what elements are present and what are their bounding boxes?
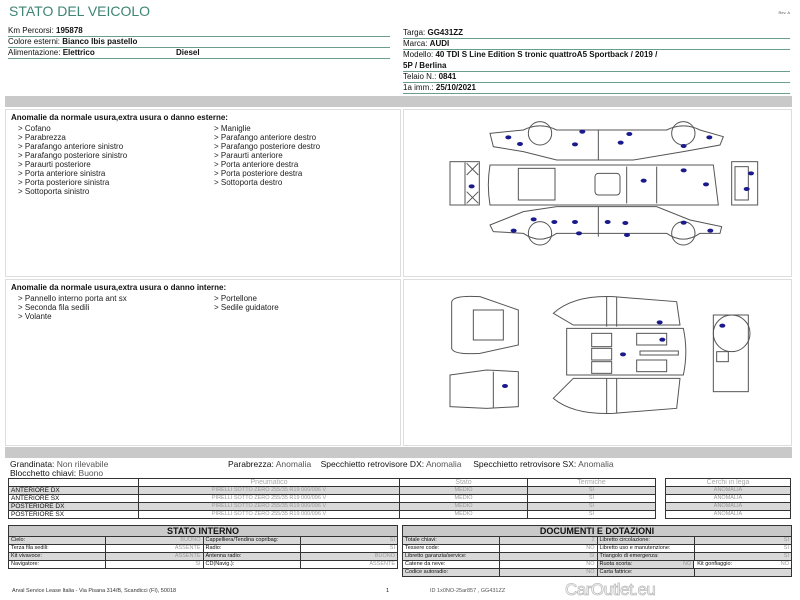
anomaly-item: > Paraurti anteriore (214, 151, 283, 160)
rim-row: ANOMALIA (666, 487, 791, 495)
anomaly-item: > Parafango posteriore destro (214, 142, 321, 151)
rims-header: Cerchi in lega (666, 479, 791, 487)
damage-marker (681, 168, 687, 172)
damage-marker (511, 229, 517, 233)
info-row: Telaio N.: 0841 (403, 72, 790, 83)
anomaly-item: > Portellone (214, 294, 257, 303)
damage-marker (517, 142, 523, 146)
rim-row: ANOMALIA (666, 495, 791, 503)
stato-interno-table (8, 525, 398, 569)
exterior-heading: Anomalie da normale usura,extra usura o danno esterne: (11, 113, 228, 122)
interior-list-col1 (18, 294, 127, 321)
anomaly-item: > Parafango posteriore sinistro (18, 151, 128, 160)
exterior-list-col1 (18, 124, 127, 196)
interior-rear-view (452, 296, 519, 353)
rim-row: ANOMALIA (666, 511, 791, 519)
tire-header: Pneumatico (139, 479, 400, 487)
car-side-left (490, 207, 722, 245)
revision-label: Rev. A (778, 10, 790, 15)
anomaly-item: > Sottoporta destro (214, 178, 283, 187)
anomaly-item: > Sedile guidatore (214, 303, 279, 312)
damage-marker (624, 233, 630, 237)
anomaly-item: > Pannello interno porta ant sx (18, 294, 127, 303)
damage-marker (622, 221, 628, 225)
tires-table (8, 478, 656, 519)
damage-marker (626, 132, 632, 136)
damage-marker (706, 135, 712, 139)
damage-marker (502, 384, 508, 388)
table-row: Terza fila sedili: ASSENTE Radio: SI (9, 545, 398, 553)
anomaly-item: > Paraurti posteriore (18, 160, 91, 169)
damage-marker (618, 141, 624, 145)
tire-row: ANTERIORE DX PIRELLI SOTTO ZERO 255/35 R19 000/096 V MEDIO SI (9, 487, 656, 495)
damage-marker (469, 184, 475, 188)
damage-marker (719, 324, 725, 328)
damage-marker (703, 182, 709, 186)
damage-marker (641, 179, 647, 183)
table-row: Kit vivavoce: ASSENTE Antenna radio: BUONO (9, 553, 398, 561)
damage-marker (579, 130, 585, 134)
anomaly-item: > Maniglie (214, 124, 251, 133)
anomaly-item: > Seconda fila sedili (18, 303, 90, 312)
interior-dashboard-view (713, 315, 750, 392)
rim-row: ANOMALIA (666, 503, 791, 511)
tire-row: ANTERIORE SX PIRELLI SOTTO ZERO 255/35 R19 000/096 V MEDIO SI (9, 495, 656, 503)
info-row: 1a imm.: 25/10/2021 (403, 83, 790, 94)
interior-list-col2 (214, 294, 279, 312)
info-row: Km Percorsi: 195878 (8, 26, 390, 37)
info-row: Modello: 40 TDI S Line Edition S tronic quattroA5 Sportback / 2019 / 5P / Berlina (403, 50, 790, 72)
table-row: Tessere code: NO Libretto uso e manutenzione: SI (403, 545, 792, 553)
damage-marker (657, 320, 663, 324)
damage-marker (572, 142, 578, 146)
interior-trunk-view (450, 370, 518, 408)
anomaly-item: > Sottoporta sinistro (18, 187, 90, 196)
documenti-table (402, 525, 792, 577)
table-row: Catene da neve: NO Ruota scorta: NO Kit gonfiaggio: NO (403, 561, 792, 569)
damage-marker (681, 221, 687, 225)
damage-marker (748, 171, 754, 175)
anomaly-item: > Porta anteriore sinistra (18, 169, 106, 178)
anomaly-item: > Cofano (18, 124, 51, 133)
damage-marker (576, 231, 582, 235)
car-damage-diagram (400, 105, 800, 455)
divider-band-2 (5, 447, 792, 458)
damage-marker (620, 352, 626, 356)
anomaly-item: > Porta posteriore destra (214, 169, 303, 178)
damage-marker (707, 229, 713, 233)
info-row: Colore esterni: Bianco Ibis pastello (8, 37, 390, 48)
damage-marker (681, 144, 687, 148)
car-front (450, 162, 479, 205)
damage-marker (659, 338, 665, 342)
table-row: Navigatore: SI CD(Navig.): ASSENTE (9, 561, 398, 569)
thermal-header: Termiche (528, 479, 656, 487)
page-title: STATO DEL VEICOLO (9, 3, 151, 19)
anomaly-item: > Volante (18, 312, 52, 321)
grandinata-status: Grandinata: Non rilevabile Blocchetto chiavi: Buono (10, 459, 109, 478)
interior-anomalies-panel (5, 279, 401, 446)
damage-marker (531, 217, 537, 221)
car-rear (732, 162, 758, 205)
info-row: Targa: GG431ZZ (403, 28, 790, 39)
table-row: Codice autoradio: NO Carta fattrice: (403, 569, 792, 577)
state-header: Stato (400, 479, 528, 487)
footer-ref: ID 1x0NO-25ar857 , GG431ZZ (430, 588, 506, 594)
mirror-windshield-status: Parabrezza: Anomalia Specchietto retrovisore DX: Anomalia Specchietto retrovisore SX: Anomalia (228, 459, 614, 469)
info-row: Marca: AUDI (403, 39, 790, 50)
anomaly-item: > Parabrezza (18, 133, 66, 142)
damage-marker (744, 187, 750, 191)
watermark-logo: CarOutlet.eu (565, 580, 656, 599)
damage-marker (572, 220, 578, 224)
interior-top-view (553, 297, 686, 414)
anomaly-item: > Parafango anteriore destro (214, 133, 317, 142)
exterior-anomalies-panel (5, 109, 401, 277)
anomaly-item: > Porta anteriore destra (214, 160, 299, 169)
table-row: Cielo: BUONO Cappelliera/Tendina copribag: SI (9, 537, 398, 545)
section-title: DOCUMENTI E DOTAZIONI (403, 526, 792, 537)
page-number: 1 (386, 588, 390, 594)
tire-row: POSTERIORE DX PIRELLI SOTTO ZERO 255/35 R19 000/096 V MEDIO SI (9, 503, 656, 511)
footer-address: Arval Service Lease Italia - Via Pisana 314/B, Scandicci (FI), 50018 (12, 588, 177, 594)
section-title: STATO INTERNO (9, 526, 398, 537)
damage-marker (605, 220, 611, 224)
car-side-right (490, 122, 723, 160)
table-row: Libretto garanzia/service: SI Triangolo di emergenza: SI (403, 553, 792, 561)
table-row: Totale chiavi: 2 Libretto circolazione: SI (403, 537, 792, 545)
damage-marker (551, 220, 557, 224)
anomaly-item: > Porta posteriore sinistra (18, 178, 110, 187)
anomaly-item: > Parafango anteriore sinistro (18, 142, 124, 151)
rims-table (665, 478, 791, 519)
interior-heading: Anomalie da normale usura,extra usura o danno interne: (11, 283, 227, 292)
damage-marker (505, 135, 511, 139)
tire-row: POSTERIORE SX PIRELLI SOTTO ZERO 255/35 R19 000/096 V MEDIO SI (9, 511, 656, 519)
info-row: Alimentazione: Elettrico Diesel (8, 48, 390, 59)
exterior-list-col2 (214, 124, 320, 187)
